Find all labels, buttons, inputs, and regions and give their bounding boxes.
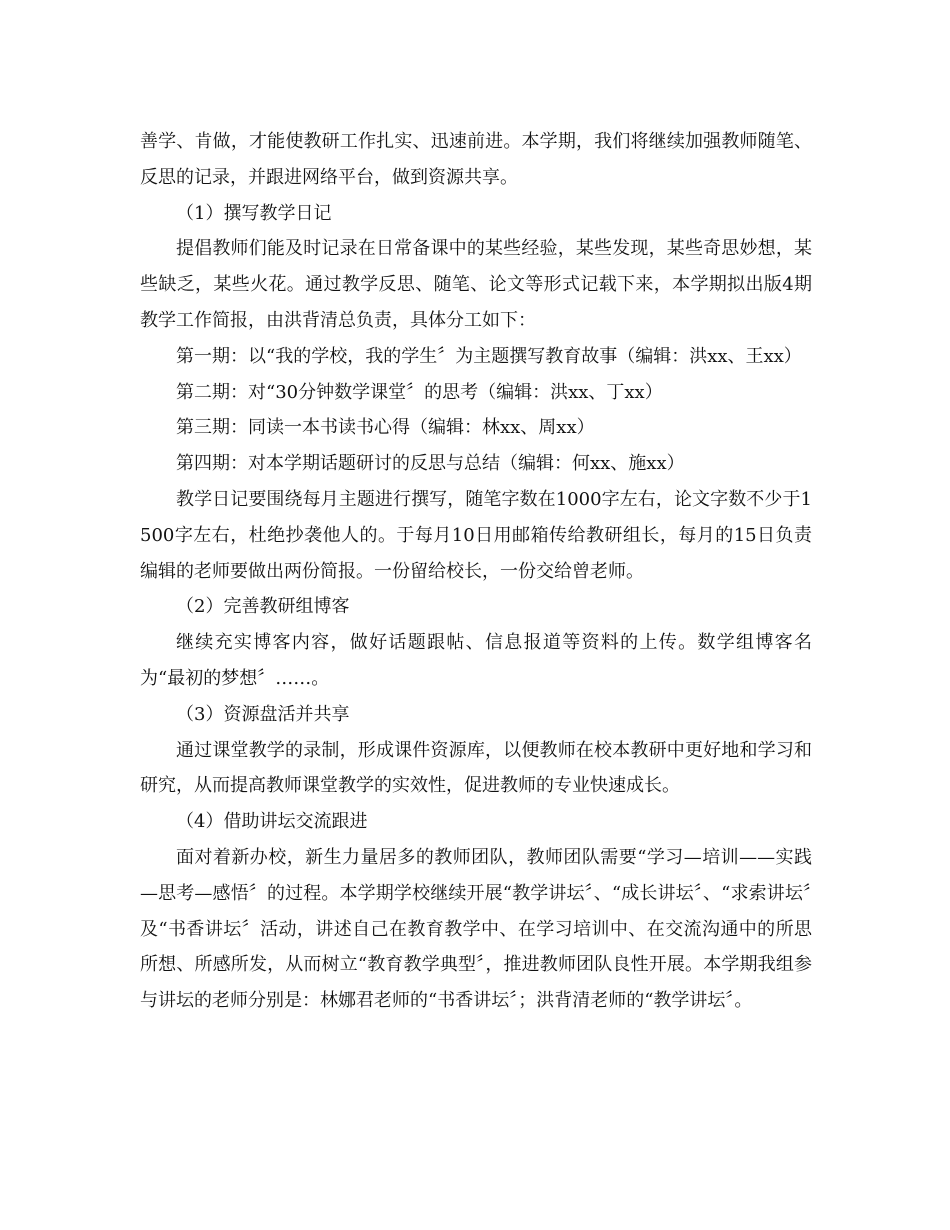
paragraph: 继续充实博客内容，做好话题跟帖、信息报道等资料的上传。数学组博客名为“最初的梦想〞……。 [140, 632, 812, 689]
paragraph: 教学日记要围绕每月主题进行撰写，随笔字数在1000字左右，论文字数不少于1500字左右，杜绝抄袭他人的。于每月10日用邮箱传给教研组长，每月的15日负责编辑的老师要做出两份简报。一份留给校长，一份交给曾老师。 [140, 488, 812, 582]
paragraph: 第二期：对“30分钟数学课堂〞的思考（编辑：洪xx、丁xx） [176, 381, 663, 403]
paragraph: 第三期：同读一本书读书心得（编辑：林xx、周xx） [176, 417, 595, 439]
section-heading-2: （2）完善教研组博客 [176, 596, 350, 618]
paragraph: 面对着新办校，新生力量居多的教师团队，教师团队需要“学习—培训——实践—思考—感悟〞的过程。本学期学校继续开展“教学讲坛〞、“成长讲坛〞、“求索讲坛〞及“书香讲坛〞活动，讲述自己在教育教学中、在学习培训中、在交流沟通中的所思所想、所感所发，从而树立“教育教学典型〞，推进教师团队良性开展。本学期我组参与讲坛的老师分别是：林娜君老师的“书香讲坛〞；洪背清老师的“教学讲坛〞。 [140, 846, 812, 1012]
section-heading-4: （4）借助讲坛交流跟进 [176, 811, 368, 833]
paragraph: 第四期：对本学期话题研讨的反思与总结（编辑：何xx、施xx） [176, 453, 685, 475]
document-body [140, 124, 812, 1019]
paragraph: 善学、肯做，才能使教研工作扎实、迅速前进。本学期，我们将继续加强教师随笔、反思的记录，并跟进网络平台，做到资源共享。 [140, 131, 812, 188]
paragraph: 提倡教师们能及时记录在日常备课中的某些经验，某些发现，某些奇思妙想，某些缺乏，某些火花。通过教学反思、随笔、论文等形式记载下来，本学期拟出版4期教学工作简报，由洪背清总负责，具体分工如下： [140, 238, 812, 331]
section-heading-3: （3）资源盘活并共享 [176, 703, 350, 725]
paragraph: 通过课堂教学的录制，形成课件资源库，以便教师在校本教研中更好地和学习和研究，从而提高教师课堂教学的实效性，促进教师的专业快速成长。 [140, 739, 812, 797]
paragraph: 第一期：以“我的学校，我的学生〞为主题撰写教育故事（编辑：洪xx、王xx） [176, 345, 802, 367]
section-heading-1: （1）撰写教学日记 [176, 202, 332, 224]
